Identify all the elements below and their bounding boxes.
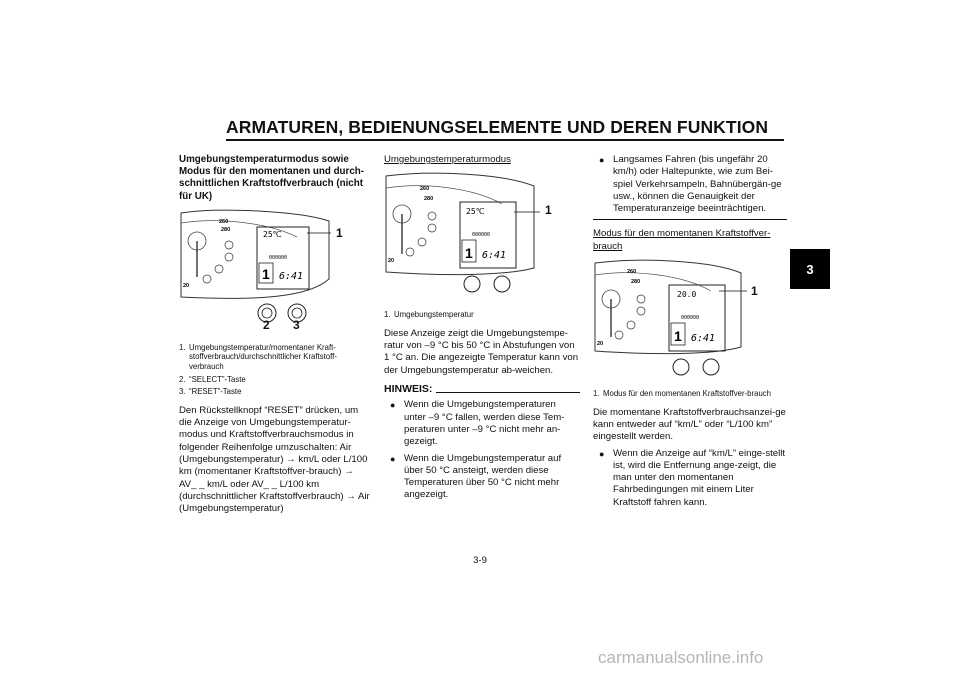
tick-260: 260 — [420, 186, 430, 193]
tick-260: 260 — [219, 218, 229, 225]
lcd-temp: 25℃ — [466, 207, 485, 217]
tick-20: 20 — [388, 258, 395, 265]
section-heading-ambient-temperature: Umgebungstemperaturmodus — [384, 154, 511, 165]
body-text-fuel-units: Die momentane Kraftstoffverbrauchsanzei-ge kann entweder auf “km/L” oder “L/100 km” eingestellt werden. — [593, 406, 786, 443]
caption-item: 3. “RESET”-Taste — [179, 387, 242, 397]
body-text-reset: Den Rückstellknopf “RESET” drücken, um die Anzeige von Umgebungstemperatur-modus und Kraftstoffverbrauchsmodus in folgender Reihenfolge umzuschalten: Air (Umgebungstemperatur) → km/L oder L/100 km (momentaner Kraftstoffver-brauch) → AV_ _ km/L oder AV_ _ L/100 km (durchschnittlicher Kraftstoffverbrauch) → Air (Umgebungstemperatur) — [179, 404, 370, 515]
tick-260: 260 — [627, 269, 637, 276]
callout-1: 1 — [545, 203, 552, 218]
watermark: carmanualsonline.info — [598, 648, 764, 667]
instrument-cluster-illustration — [593, 259, 787, 377]
fuel-bullet: ● Wenn die Anzeige auf “km/L” einge-stellt ist, wird die Entfernung ange-zeigt, die man unter den momentanen Fahrbedingungen mit einem Liter Kraftstoff fahren kann. — [599, 447, 786, 508]
lcd-gear: 1 — [674, 328, 682, 345]
lcd-fuel: 20.0 — [677, 290, 697, 300]
instrument-cluster-illustration — [384, 172, 580, 294]
callout-1: 1 — [336, 225, 343, 240]
page-header-title: ARMATUREN, BEDIENUNGSELEMENTE UND DEREN FUNKTION — [226, 117, 769, 137]
caption-item: 1. Umgebungstemperatur/momentaner Kraft-stoffverbrauch/durchschnittlicher Kraftstoff-verbrauch — [179, 342, 337, 371]
column-2 — [384, 154, 580, 506]
lcd-odo: 000000 — [472, 232, 491, 239]
lcd-clock: 6:41 — [279, 270, 304, 282]
tick-280: 280 — [221, 226, 231, 233]
lcd-clock: 6:41 — [691, 333, 716, 345]
callout-1: 1 — [751, 284, 758, 299]
hinweis-bullet: ● Langsames Fahren (bis ungefähr 20 km/h) oder Haltepunkte, wie zum Bei-spiel Verkehrsampeln, Bahnübergän-ge usw., können die Genauigkeit der Temperaturanzeige beeinträchtigen. — [599, 154, 782, 215]
callout-3: 3 — [293, 317, 300, 332]
lcd-temp: 25℃ — [263, 229, 282, 239]
tick-20: 20 — [183, 282, 190, 289]
caption-item: 2. “SELECT”-Taste — [179, 374, 246, 384]
hinweis-bullet: ● Wenn die Umgebungstemperatur auf über 50 °C ansteigt, werden diese Temperaturen über 50 °C nicht mehr angezeigt. — [390, 452, 562, 501]
caption-item: 1. Umgebungstemperatur — [384, 310, 474, 320]
section-heading-temperature-fuel-modes: Umgebungstemperaturmodus sowie Modus für den momentanen und durch-schnittlichen Kraftstoffverbrauch (nicht für UK) — [179, 154, 365, 202]
lcd-gear: 1 — [262, 265, 270, 282]
page-number: 3-9 — [473, 555, 487, 566]
lcd-gear: 1 — [465, 245, 473, 262]
hinweis-heading: HINWEIS: — [384, 383, 580, 395]
hinweis-end-rule — [593, 219, 787, 220]
column-3 — [593, 154, 787, 513]
dashboard-figure-1 — [179, 209, 371, 332]
column-1 — [179, 154, 371, 519]
tick-20: 20 — [597, 341, 604, 348]
lcd-odo: 000000 — [681, 315, 700, 322]
hinweis-bullet: ● Wenn die Umgebungstemperaturen unter –9 °C fallen, werden diese Tem-peraturen unter –9 °C nicht mehr an-gezeigt. — [390, 399, 565, 448]
callout-2: 2 — [263, 317, 270, 332]
caption-item: 1. Modus für den momentanen Kraftstoffver-brauch — [593, 389, 772, 399]
dashboard-figure-2 — [384, 172, 580, 294]
dashboard-figure-3 — [593, 259, 787, 377]
lcd-odo: 000000 — [269, 254, 288, 261]
header-rule — [226, 139, 784, 141]
tick-280: 280 — [631, 279, 641, 286]
body-text-temperature-range: Diese Anzeige zeigt die Umgebungstempe-ratur von –9 °C bis 50 °C in Abstufungen von 1 °C an. Die angezeigte Temperatur kann von der Umgebungstemperatur ab-weichen. — [384, 327, 579, 376]
section-heading-instant-fuel: Modus für den momentanen Kraftstoffver-brauch — [593, 228, 771, 252]
tick-280: 280 — [424, 196, 434, 203]
chapter-tab: 3 — [790, 249, 830, 289]
lcd-clock: 6:41 — [482, 250, 507, 262]
